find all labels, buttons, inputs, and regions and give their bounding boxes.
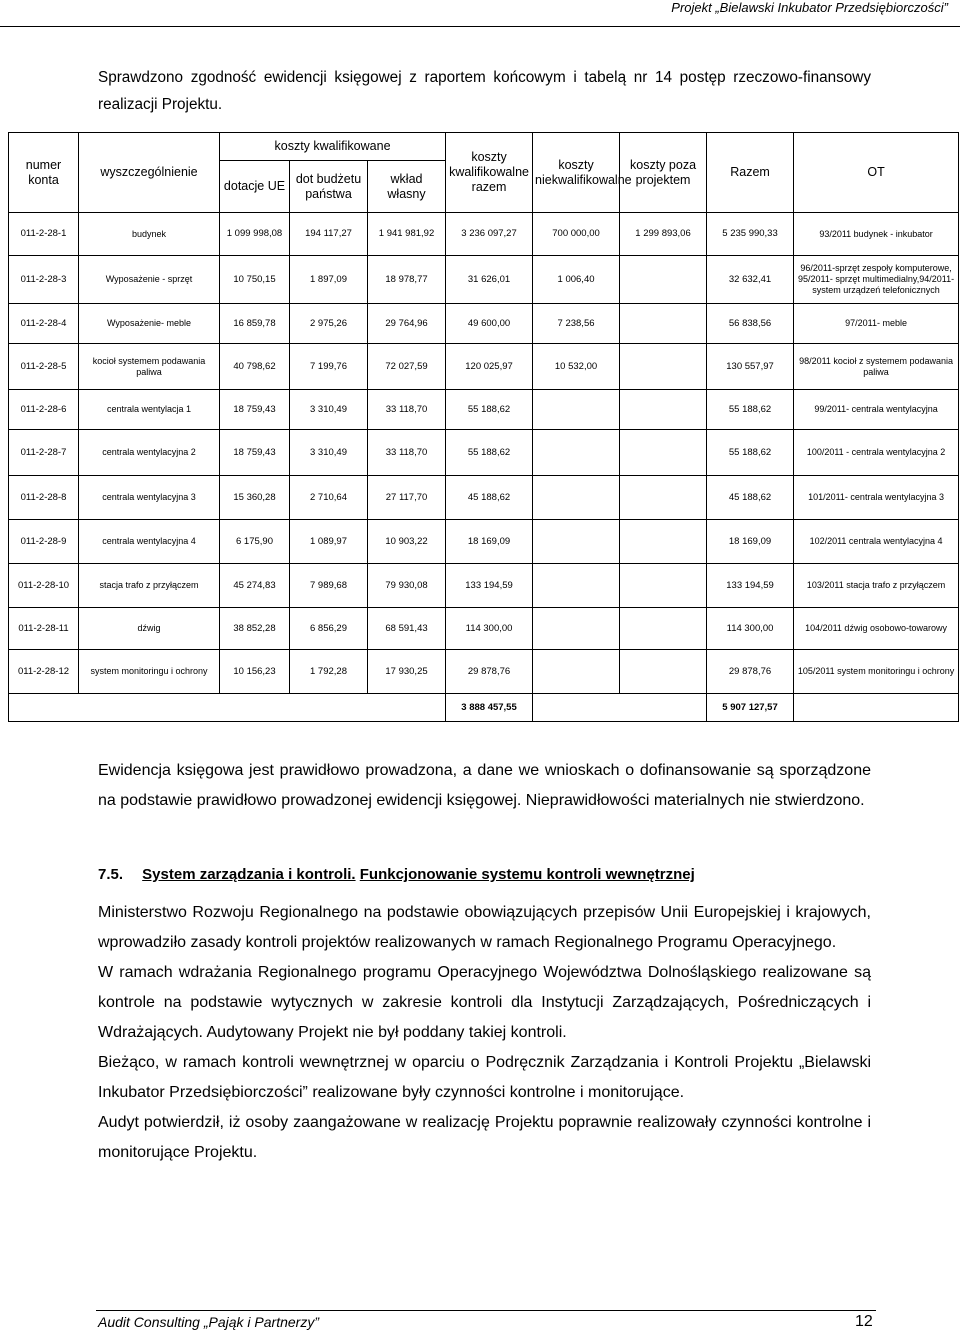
total-value: 5 907 127,57 bbox=[707, 694, 794, 722]
cell-konto: 011-2-28-10 bbox=[9, 564, 79, 608]
cell-ot: 100/2011 - centrala wentylacyjna 2 bbox=[794, 430, 959, 476]
cell-dot: 194 117,27 bbox=[290, 213, 368, 256]
table-row bbox=[9, 430, 959, 476]
cell-razem: 45 188,62 bbox=[707, 476, 794, 520]
table-row bbox=[9, 564, 959, 608]
total-value: 3 888 457,55 bbox=[446, 694, 533, 722]
cell-ot: 96/2011-sprzęt zespoły komputerowe, 95/2011- sprzęt multimedialny,94/2011- system urządzeń telefonicznych bbox=[794, 256, 959, 304]
cell-niekwal: 7 238,56 bbox=[533, 304, 620, 344]
cell-nazwa: centrala wentylacja 1 bbox=[79, 390, 220, 430]
cell-dotacje: 18 759,43 bbox=[220, 430, 290, 476]
cell-niekwal bbox=[533, 390, 620, 430]
table-row bbox=[9, 608, 959, 650]
paragraph: W ramach wdrażania Regionalnego programu Operacyjnego Województwa Dolnośląskiego realizowane są kontrole na podstawie wytycznych w zakresie kontroli dla Instytucji Zarządzających, Pośredniczących i Wdrażających. Audytowany Projekt nie był poddany takiej kontroli. bbox=[98, 964, 871, 1041]
cell-kwal: 18 169,09 bbox=[446, 520, 533, 564]
cell-konto: 011-2-28-7 bbox=[9, 430, 79, 476]
financial-table bbox=[8, 132, 959, 722]
cell-wklad: 68 591,43 bbox=[368, 608, 446, 650]
cell-kwal: 120 025,97 bbox=[446, 344, 533, 390]
cell-niekwal bbox=[533, 608, 620, 650]
cell-wklad: 79 930,08 bbox=[368, 564, 446, 608]
cell-nazwa: Wyposażenie - sprzęt bbox=[79, 256, 220, 304]
cell-dotacje: 10 156,23 bbox=[220, 650, 290, 694]
cell-nazwa: centrala wentylacyjna 4 bbox=[79, 520, 220, 564]
cell-razem: 130 557,97 bbox=[707, 344, 794, 390]
cell-razem: 55 188,62 bbox=[707, 390, 794, 430]
header-numer: numer konta bbox=[9, 133, 79, 213]
cell-ot: 102/2011 centrala wentylacyjna 4 bbox=[794, 520, 959, 564]
table-row bbox=[9, 213, 959, 256]
header-wklad: wkład własny bbox=[368, 161, 446, 213]
cell-poza bbox=[620, 520, 707, 564]
cell-razem: 133 194,59 bbox=[707, 564, 794, 608]
table-row bbox=[9, 476, 959, 520]
footer-company: Audit Consulting „Pająk i Partnerzy” bbox=[98, 1314, 319, 1330]
cell-nazwa: stacja trafo z przyłączem bbox=[79, 564, 220, 608]
header-razem: Razem bbox=[707, 133, 794, 213]
cell-nazwa: dźwig bbox=[79, 608, 220, 650]
conclusion-paragraph: Ewidencja księgowa jest prawidłowo prowadzona, a dane we wnioskach o dofinansowanie są sporządzone na podstawie prawidłowo prowadzonej ewidencji księgowej. Nieprawidłowości materialnych nie stwierdzono. bbox=[98, 762, 871, 809]
header-dotacje: dotacje UE bbox=[220, 161, 290, 213]
footer-divider bbox=[96, 1310, 876, 1311]
cell-konto: 011-2-28-12 bbox=[9, 650, 79, 694]
section-title-part1: System zarządzania i kontroli. bbox=[142, 866, 356, 883]
cell-dotacje: 18 759,43 bbox=[220, 390, 290, 430]
cell-poza bbox=[620, 650, 707, 694]
cell-razem: 56 838,56 bbox=[707, 304, 794, 344]
cell-nazwa: kocioł systemem podawania paliwa bbox=[79, 344, 220, 390]
cell-kwal: 31 626,01 bbox=[446, 256, 533, 304]
cell-nazwa: centrala wentylacyjna 2 bbox=[79, 430, 220, 476]
header-niekwal: koszty niekwalifikowalne bbox=[533, 133, 620, 213]
running-header: Projekt „Bielawski Inkubator Przedsiębiorczości” bbox=[671, 0, 948, 15]
cell-niekwal bbox=[533, 564, 620, 608]
cell-kwal: 29 878,76 bbox=[446, 650, 533, 694]
cell-dot: 1 792,28 bbox=[290, 650, 368, 694]
cell-poza bbox=[620, 344, 707, 390]
header-kwalifikowane: koszty kwalifikowane bbox=[220, 133, 446, 161]
cell-dotacje: 16 859,78 bbox=[220, 304, 290, 344]
header-poza: koszty poza projektem bbox=[620, 133, 707, 213]
cell-konto: 011-2-28-9 bbox=[9, 520, 79, 564]
header-dot: dot budżetu państwa bbox=[290, 161, 368, 213]
cell-poza: 1 299 893,06 bbox=[620, 213, 707, 256]
header-kwal-razem: koszty kwalifikowalne razem bbox=[446, 133, 533, 213]
cell-razem: 18 169,09 bbox=[707, 520, 794, 564]
cell-niekwal: 700 000,00 bbox=[533, 213, 620, 256]
cell-ot: 97/2011- meble bbox=[794, 304, 959, 344]
cell-nazwa: budynek bbox=[79, 213, 220, 256]
cell-razem: 55 188,62 bbox=[707, 430, 794, 476]
cell-poza bbox=[620, 304, 707, 344]
cell-dot: 3 310,49 bbox=[290, 430, 368, 476]
cell-dot: 1 897,09 bbox=[290, 256, 368, 304]
cell-poza bbox=[620, 476, 707, 520]
cell-kwal: 133 194,59 bbox=[446, 564, 533, 608]
cell-wklad: 27 117,70 bbox=[368, 476, 446, 520]
cell-niekwal bbox=[533, 430, 620, 476]
cell-wklad: 29 764,96 bbox=[368, 304, 446, 344]
cell-dotacje: 15 360,28 bbox=[220, 476, 290, 520]
cell-razem: 32 632,41 bbox=[707, 256, 794, 304]
cell-wklad: 72 027,59 bbox=[368, 344, 446, 390]
table-row bbox=[9, 304, 959, 344]
cell-nazwa: Wyposażenie- meble bbox=[79, 304, 220, 344]
totals-row bbox=[9, 694, 959, 722]
cell-kwal: 3 236 097,27 bbox=[446, 213, 533, 256]
table-row bbox=[9, 650, 959, 694]
cell-dot: 2 975,26 bbox=[290, 304, 368, 344]
paragraph: Audyt potwierdził, iż osoby zaangażowane w realizację Projektu poprawnie realizowały czynności kontrolne i monitorujące Projektu. bbox=[98, 1114, 871, 1161]
cell-wklad: 33 118,70 bbox=[368, 430, 446, 476]
page-number: 12 bbox=[855, 1313, 873, 1330]
header-divider bbox=[0, 26, 960, 27]
cell-konto: 011-2-28-8 bbox=[9, 476, 79, 520]
cell-ot: 105/2011 system monitoringu i ochrony bbox=[794, 650, 959, 694]
cell-kwal: 55 188,62 bbox=[446, 430, 533, 476]
table-row bbox=[9, 344, 959, 390]
cell-dot: 2 710,64 bbox=[290, 476, 368, 520]
cell-poza bbox=[620, 430, 707, 476]
cell-ot: 104/2011 dźwig osobowo-towarowy bbox=[794, 608, 959, 650]
cell-nazwa: centrala wentylacyjna 3 bbox=[79, 476, 220, 520]
cell-konto: 011-2-28-6 bbox=[9, 390, 79, 430]
cell-niekwal bbox=[533, 520, 620, 564]
cell-dotacje: 40 798,62 bbox=[220, 344, 290, 390]
cell-ot: 93/2011 budynek - inkubator bbox=[794, 213, 959, 256]
cell-kwal: 55 188,62 bbox=[446, 390, 533, 430]
cell-razem: 114 300,00 bbox=[707, 608, 794, 650]
cell-konto: 011-2-28-11 bbox=[9, 608, 79, 650]
cell-nazwa: system monitoringu i ochrony bbox=[79, 650, 220, 694]
cell-niekwal bbox=[533, 650, 620, 694]
cell-niekwal: 10 532,00 bbox=[533, 344, 620, 390]
cell-wklad: 17 930,25 bbox=[368, 650, 446, 694]
total-empty bbox=[533, 694, 707, 722]
body-paragraphs bbox=[98, 898, 871, 1168]
cell-dotacje: 38 852,28 bbox=[220, 608, 290, 650]
cell-kwal: 45 188,62 bbox=[446, 476, 533, 520]
cell-wklad: 33 118,70 bbox=[368, 390, 446, 430]
paragraph: Ministerstwo Rozwoju Regionalnego na podstawie obowiązujących przepisów Unii Europejskiej i krajowych, wprowadziło zasady kontroli projektów realizowanych w ramach Regionalnego Programu Operacyjnego. bbox=[98, 904, 871, 951]
cell-ot: 103/2011 stacja trafo z przyłączem bbox=[794, 564, 959, 608]
cell-wklad: 1 941 981,92 bbox=[368, 213, 446, 256]
table-row bbox=[9, 256, 959, 304]
cell-dot: 6 856,29 bbox=[290, 608, 368, 650]
cell-kwal: 114 300,00 bbox=[446, 608, 533, 650]
cell-niekwal bbox=[533, 476, 620, 520]
cell-ot: 99/2011- centrala wentylacyjna bbox=[794, 390, 959, 430]
cell-razem: 29 878,76 bbox=[707, 650, 794, 694]
cell-konto: 011-2-28-3 bbox=[9, 256, 79, 304]
total-empty bbox=[794, 694, 959, 722]
cell-dot: 7 199,76 bbox=[290, 344, 368, 390]
cell-konto: 011-2-28-4 bbox=[9, 304, 79, 344]
cell-poza bbox=[620, 608, 707, 650]
section-number: 7.5. bbox=[98, 866, 124, 883]
table-row bbox=[9, 520, 959, 564]
cell-dot: 3 310,49 bbox=[290, 390, 368, 430]
table-row bbox=[9, 390, 959, 430]
section-title-part2: Funkcjonowanie systemu kontroli wewnętrznej bbox=[359, 866, 695, 883]
cell-konto: 011-2-28-5 bbox=[9, 344, 79, 390]
cell-wklad: 18 978,77 bbox=[368, 256, 446, 304]
header-wyszczegolnienie: wyszczególnienie bbox=[79, 133, 220, 213]
cell-ot: 98/2011 kocioł z systemem podawania paliwa bbox=[794, 344, 959, 390]
cell-poza bbox=[620, 564, 707, 608]
cell-poza bbox=[620, 390, 707, 430]
cell-kwal: 49 600,00 bbox=[446, 304, 533, 344]
cell-dot: 7 989,68 bbox=[290, 564, 368, 608]
cell-poza bbox=[620, 256, 707, 304]
cell-dotacje: 6 175,90 bbox=[220, 520, 290, 564]
cell-konto: 011-2-28-1 bbox=[9, 213, 79, 256]
cell-dot: 1 089,97 bbox=[290, 520, 368, 564]
cell-ot: 101/2011- centrala wentylacyjna 3 bbox=[794, 476, 959, 520]
header-ot: OT bbox=[794, 133, 959, 213]
cell-dotacje: 10 750,15 bbox=[220, 256, 290, 304]
cell-niekwal: 1 006,40 bbox=[533, 256, 620, 304]
section-heading bbox=[98, 866, 798, 883]
paragraph: Bieżąco, w ramach kontroli wewnętrznej w oparciu o Podręcznik Zarządzania i Kontroli Projektu „Bielawski Inkubator Przedsiębiorczości” realizowane były czynności kontrolne i monitorujące. bbox=[98, 1054, 871, 1101]
cell-wklad: 10 903,22 bbox=[368, 520, 446, 564]
cell-dotacje: 45 274,83 bbox=[220, 564, 290, 608]
intro-paragraph: Sprawdzono zgodność ewidencji księgowej z raportem końcowym i tabelą nr 14 postęp rzeczowo-finansowy realizacji Projektu. bbox=[98, 69, 871, 113]
cell-dotacje: 1 099 998,08 bbox=[220, 213, 290, 256]
total-empty bbox=[9, 694, 446, 722]
cell-razem: 5 235 990,33 bbox=[707, 213, 794, 256]
